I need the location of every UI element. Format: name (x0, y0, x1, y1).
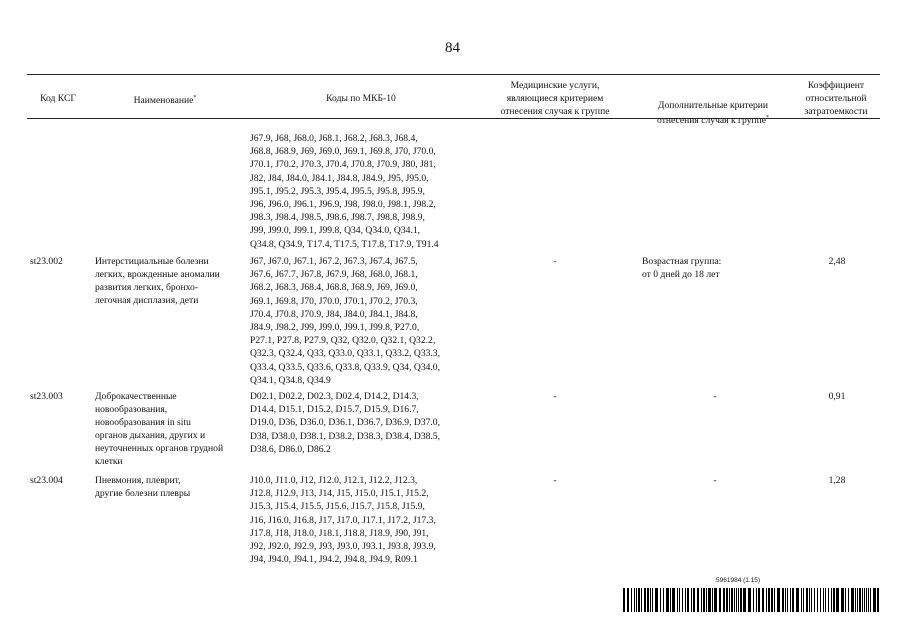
row-mkb-codes: D02.1, D02.2, D02.3, D02.4, D14.2, D14.3, D14.4, D15.1, D15.2, D15.7, D15.9, D16.7, D19.0, D36, D36.0, D36.1, D36.7, D36.9, D37.0, D38, D38.0, D38.1, D38.2, D38.3, D38.4, D38.5, D38.6, D86.0, D86.2 (250, 391, 441, 455)
barcode-bar (638, 588, 640, 612)
barcode-bar (666, 588, 669, 612)
barcode-bar (831, 588, 832, 612)
barcode-bar (691, 588, 692, 612)
footnote-mark: * (193, 95, 197, 101)
barcode-bar (677, 588, 678, 612)
barcode-bar (857, 588, 858, 612)
barcode-bar (809, 588, 810, 612)
barcode-bar (687, 588, 689, 612)
row-mkb-codes: J67, J67.0, J67.1, J67.2, J67.3, J67.4, J67.5, J67.6, J67.7, J67.8, J67.9, J68, J68.0, J68.1, J68.2, J68.3, J68.4, J68.8, J68.9, J69, J69.0, J69.1, J69.8, J70, J70.0, J70.1, J70.2, J70.3, J70.4, J70.8, J70.9, J84, J84.0, J84.1, J84.8, J84.9, J98.2, J99, J99.0, J99.1, J99.8, P27.0, P27.1, P27.8, P27.9, Q32, Q32.0, Q32.1, Q32.2, Q32.3, Q32.4, Q33, Q33.0, Q33.1, Q33.2, Q33.3, Q33.4, Q33.5, Q33.6, Q33.8, Q33.9, Q34, Q34.0, Q34.1, Q34.8, Q34.9 (250, 256, 441, 386)
barcode-bar (712, 588, 713, 612)
row-coefficient: 1,28 (828, 475, 846, 486)
barcode-bar (836, 588, 839, 612)
barcode-bar (873, 588, 876, 612)
barcode-bar (697, 588, 699, 612)
row-criteria: - (713, 475, 717, 486)
barcode-bar (841, 588, 844, 612)
row-criteria: Возрастная группа: от 0 дней до 18 лет (642, 256, 722, 280)
barcode-bar (792, 588, 794, 612)
barcode-bar (743, 588, 746, 612)
barcode-bar (660, 588, 661, 612)
barcode-bar (685, 588, 686, 612)
barcode-bar (866, 588, 867, 612)
barcode-bar (679, 588, 680, 612)
barcode-bar (862, 588, 863, 612)
header-ksg-code: Код КСГ (40, 93, 76, 104)
row-services: - (553, 256, 557, 267)
barcode-bar (663, 588, 664, 612)
barcode-bar (719, 588, 721, 612)
barcode-bar (672, 588, 675, 612)
barcode-bar (868, 588, 869, 612)
table-top-rule (27, 74, 880, 75)
barcode-bar (785, 588, 786, 612)
header-mkb-codes: Коды по МКБ-10 (326, 93, 396, 104)
barcode-bar (803, 588, 804, 612)
row-name: Пневмония, плеврит, другие болезни плевры (95, 475, 191, 499)
barcode-bar (768, 588, 770, 612)
barcode-bar (762, 588, 764, 612)
barcode-bar (833, 588, 835, 612)
barcode-bar (790, 588, 791, 612)
header-name-label: Наименование (133, 95, 194, 107)
barcode-bar (693, 588, 695, 612)
barcode-bar (706, 588, 707, 612)
barcode-bar (811, 588, 812, 612)
row-coefficient: 2,48 (828, 256, 846, 267)
barcode-bar (766, 588, 767, 612)
header-name (90, 92, 240, 107)
barcode-bar (708, 588, 711, 612)
barcode-bar (758, 588, 760, 612)
barcode-bar (634, 588, 635, 612)
header-medical-services: Медицинские услуги, являющиеся критерием отнесения случая к группе (500, 80, 610, 117)
barcode-bar (801, 588, 802, 612)
barcode-bar (703, 588, 705, 612)
header-extra-criteria-label: Дополнительные критерии отнесения случая к группе (657, 100, 769, 127)
barcode-bar (738, 588, 739, 612)
barcode-bar (864, 588, 865, 612)
barcode-bar (650, 588, 651, 612)
footnote-mark: * (765, 115, 769, 121)
barcode-bar (777, 588, 780, 612)
barcode-bar (655, 588, 658, 612)
row-code: st23.002 (30, 256, 63, 267)
row-services: - (553, 475, 557, 486)
barcode-bar (787, 588, 788, 612)
barcode-id: 5961984 (1.15) (716, 577, 761, 584)
header-extra-criteria (638, 86, 788, 127)
barcode-bar (701, 588, 702, 612)
barcode-bar (714, 588, 717, 612)
barcode-bar (820, 588, 821, 612)
header-coefficient: Коэффициент относительной затратоемкости (804, 80, 868, 117)
barcode-bar (670, 588, 671, 612)
barcode-bar (734, 588, 735, 612)
row-services: - (553, 391, 557, 402)
row-name: Доброкачественные новообразования, новообразования in situ органов дыхания, других и неуточненных органов грудной клетки (95, 391, 224, 467)
barcode-bar (631, 588, 632, 612)
barcode-bar (828, 588, 829, 612)
barcode-bar (623, 588, 625, 612)
barcode-bar (723, 588, 725, 612)
barcode-bar (641, 588, 642, 612)
barcode-bar (859, 588, 861, 612)
barcode-bar (644, 588, 646, 612)
barcode-bar (782, 588, 784, 612)
row-criteria: - (713, 391, 717, 402)
barcode-bar (774, 588, 775, 612)
row-code: st23.004 (30, 475, 63, 486)
row-name: Интерстициальные болезни легких, врожденные аномалии развития легких, бронхо- легочная дисплазия, дети (95, 256, 220, 306)
barcode-bar (814, 588, 815, 612)
barcode-bar (729, 588, 730, 612)
continuation-codes: J67.9, J68, J68.0, J68.1, J68.2, J68.3, J68.4, J68.8, J68.9, J69, J69.0, J69.1, J69.8, J70, J70.0, J70.1, J70.2, J70.3, J70.4, J70.8, J70.9, J80, J81, J82, J84, J84.0, J84.1, J84.8, J84.9, J95, J95.0, J95.1, J95.2, J95.3, J95.4, J95.5, J95.8, J95.9, J96, J96.0, J96.1, J96.9, J98, J98.0, J98.1, J98.2, J98.3, J98.4, J98.5, J98.6, J98.7, J98.8, J98.9, J99, J99.0, J99.1, J99.8, Q34, Q34.0, Q34.1, Q34.8, Q34.9, T17.4, T17.5, T17.8, T17.9, T91.4 (250, 133, 439, 250)
barcode-bar (647, 588, 649, 612)
barcode-bar (740, 588, 742, 612)
barcode-bar (748, 588, 751, 612)
table-header-rule (27, 118, 880, 119)
barcode-bar (870, 588, 871, 612)
barcode (623, 588, 881, 612)
barcode-bar (796, 588, 799, 612)
barcode-bar (756, 588, 757, 612)
row-code: st23.003 (30, 391, 63, 402)
barcode-bar (851, 588, 854, 612)
barcode-bar (652, 588, 653, 612)
barcode-bar (726, 588, 728, 612)
barcode-bar (736, 588, 737, 612)
barcode-bar (753, 588, 754, 612)
barcode-bar (806, 588, 808, 612)
row-mkb-codes: J10.0, J11.0, J12, J12.0, J12.1, J12.2, J12.3, J12.8, J12.9, J13, J14, J15, J15.0, J15.1, J15.2, J15.3, J15.4, J15.5, J15.6, J15.7, J15.8, J15.9, J16, J16.0, J16.8, J17, J17.0, J17.1, J17.2, J17.3, J17.8, J18, J18.0, J18.1, J18.8, J18.9, J90, J91, J92, J92.0, J92.9, J93, J93.0, J93.1, J93.8, J93.9, J94, J94.0, J94.1, J94.2, J94.8, J94.9, R09.1 (250, 475, 436, 566)
barcode-bar (731, 588, 733, 612)
barcode-bar (817, 588, 818, 612)
barcode-bar (627, 588, 629, 612)
barcode-bar (855, 588, 856, 612)
barcode-bar (848, 588, 849, 612)
barcode-bar (771, 588, 773, 612)
barcode-bar (825, 588, 826, 612)
barcode-bar (845, 588, 846, 612)
barcode-bar (636, 588, 637, 612)
barcode-bar (877, 588, 879, 612)
barcode-bar (823, 588, 824, 612)
row-coefficient: 0,91 (828, 391, 846, 402)
page-number: 84 (445, 40, 460, 56)
barcode-bar (682, 588, 683, 612)
